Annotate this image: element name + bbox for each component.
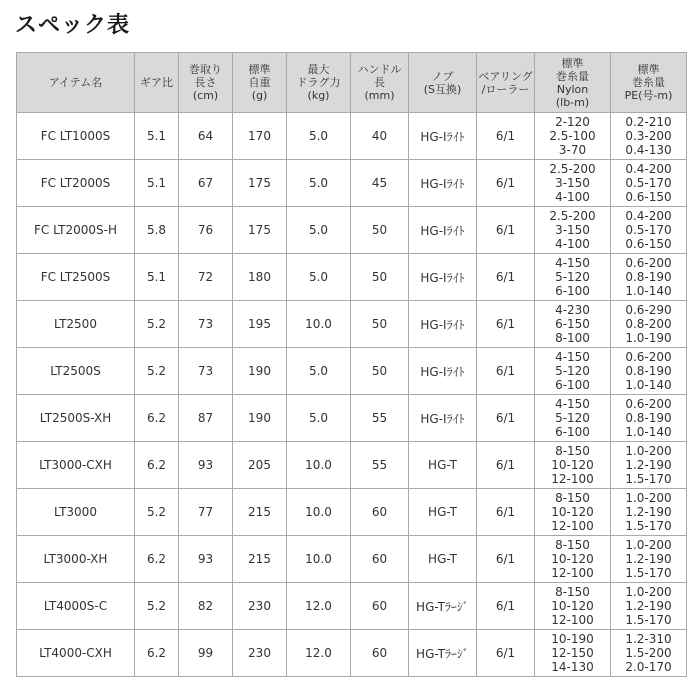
table-row [17, 348, 687, 395]
cell-nylon-line: 10-120 [551, 599, 594, 613]
cell-item: FC LT2000S-H [17, 207, 135, 254]
cell-retrieve: 64 [179, 113, 233, 160]
table-row [17, 395, 687, 442]
cell-nylon [535, 630, 611, 677]
cell-handle: 45 [351, 160, 409, 207]
cell-item: LT2500S-XH [17, 395, 135, 442]
table-row [17, 583, 687, 630]
cell-pe-line: 0.6-200 [625, 256, 672, 270]
header-text: 自重 [248, 76, 271, 89]
cell-retrieve: 67 [179, 160, 233, 207]
cell-item: LT2500S [17, 348, 135, 395]
cell-retrieve: 93 [179, 442, 233, 489]
cell-drag: 5.0 [287, 113, 351, 160]
header-text: ドラグ力 [296, 76, 341, 89]
cell-nylon-line: 14-130 [551, 660, 594, 674]
cell-nylon-line: 8-150 [555, 444, 590, 458]
cell-pe [611, 583, 687, 630]
cell-pe-line: 0.6-150 [625, 190, 672, 204]
cell-knob: HG-Iﾗｲﾄ [409, 395, 477, 442]
cell-nylon [535, 489, 611, 536]
cell-pe-line: 1.5-170 [625, 472, 672, 486]
cell-nylon-line: 12-150 [551, 646, 594, 660]
cell-nylon [535, 207, 611, 254]
cell-bearing: 6/1 [477, 395, 535, 442]
cell-nylon-line: 6-100 [555, 425, 590, 439]
cell-drag: 5.0 [287, 348, 351, 395]
cell-drag: 5.0 [287, 395, 351, 442]
cell-gear-ratio: 5.8 [135, 207, 179, 254]
cell-knob: HG-Iﾗｲﾄ [409, 207, 477, 254]
cell-nylon-line: 3-70 [558, 143, 587, 157]
cell-weight: 190 [233, 395, 287, 442]
cell-nylon-line: 3-150 [555, 223, 590, 237]
header-text: (lb-m) [555, 95, 590, 109]
cell-nylon-line: 8-100 [555, 331, 590, 345]
cell-gear-ratio: 6.2 [135, 536, 179, 583]
cell-drag: 5.0 [287, 160, 351, 207]
cell-weight: 230 [233, 583, 287, 630]
table-row [17, 160, 687, 207]
cell-pe-line: 0.4-200 [625, 162, 672, 176]
cell-pe-line: 1.0-140 [625, 378, 672, 392]
cell-nylon-line: 4-150 [555, 397, 590, 411]
cell-item: FC LT2500S [17, 254, 135, 301]
cell-handle: 60 [351, 536, 409, 583]
cell-bearing: 6/1 [477, 583, 535, 630]
cell-retrieve: 87 [179, 395, 233, 442]
cell-handle: 60 [351, 489, 409, 536]
cell-nylon-line: 4-150 [555, 350, 590, 364]
cell-retrieve: 72 [179, 254, 233, 301]
cell-pe [611, 536, 687, 583]
cell-nylon-line: 4-150 [555, 256, 590, 270]
cell-knob: HG-Tﾗｰｼﾞ [409, 583, 477, 630]
cell-item: LT3000-CXH [17, 442, 135, 489]
cell-weight: 230 [233, 630, 287, 677]
cell-nylon [535, 348, 611, 395]
cell-knob: HG-Iﾗｲﾄ [409, 113, 477, 160]
cell-pe-line: 0.4-130 [625, 143, 672, 157]
cell-handle: 50 [351, 301, 409, 348]
table-header [17, 53, 687, 113]
cell-pe [611, 442, 687, 489]
cell-nylon-line: 12-100 [551, 613, 594, 627]
cell-gear-ratio: 5.1 [135, 113, 179, 160]
cell-retrieve: 82 [179, 583, 233, 630]
cell-pe [611, 395, 687, 442]
cell-weight: 175 [233, 207, 287, 254]
table-row [17, 536, 687, 583]
header-handle [351, 53, 409, 113]
table-row [17, 489, 687, 536]
cell-nylon-line: 6-100 [555, 284, 590, 298]
cell-pe-line: 1.2-310 [625, 632, 672, 646]
header-bearing [477, 53, 535, 113]
header-text: PE(号-m) [624, 89, 673, 102]
cell-pe-line: 0.6-290 [625, 303, 672, 317]
cell-pe-line: 1.2-190 [625, 552, 672, 566]
cell-retrieve: 76 [179, 207, 233, 254]
header-retrieve [179, 53, 233, 113]
cell-retrieve: 73 [179, 348, 233, 395]
cell-retrieve: 99 [179, 630, 233, 677]
cell-nylon-line: 12-100 [551, 519, 594, 533]
cell-pe [611, 301, 687, 348]
cell-nylon-line: 12-100 [551, 566, 594, 580]
cell-pe-line: 0.5-170 [625, 223, 672, 237]
cell-pe-line: 0.2-210 [625, 115, 672, 129]
cell-nylon [535, 160, 611, 207]
cell-nylon-line: 8-150 [555, 538, 590, 552]
cell-weight: 175 [233, 160, 287, 207]
cell-pe-line: 0.5-170 [625, 176, 672, 190]
cell-knob: HG-T [409, 489, 477, 536]
cell-nylon-line: 10-190 [551, 632, 594, 646]
header-text: ギア比 [140, 76, 173, 89]
table-row [17, 113, 687, 160]
cell-weight: 170 [233, 113, 287, 160]
cell-nylon-line: 4-230 [555, 303, 590, 317]
cell-handle: 50 [351, 207, 409, 254]
cell-knob: HG-Tﾗｰｼﾞ [409, 630, 477, 677]
header-pe [611, 53, 687, 113]
cell-weight: 180 [233, 254, 287, 301]
cell-drag: 5.0 [287, 254, 351, 301]
spec-table [16, 52, 687, 677]
cell-drag: 10.0 [287, 301, 351, 348]
cell-knob: HG-Iﾗｲﾄ [409, 348, 477, 395]
header-item [17, 53, 135, 113]
cell-pe-line: 0.8-190 [625, 270, 672, 284]
cell-pe [611, 207, 687, 254]
header-text: (S互換) [423, 82, 462, 96]
cell-nylon [535, 113, 611, 160]
cell-gear-ratio: 5.2 [135, 489, 179, 536]
header-nylon [535, 53, 611, 113]
cell-pe [611, 489, 687, 536]
header-text: 最大 [307, 63, 330, 76]
cell-item: LT2500 [17, 301, 135, 348]
cell-drag: 12.0 [287, 630, 351, 677]
cell-nylon [535, 442, 611, 489]
cell-pe-line: 1.2-190 [625, 599, 672, 613]
header-text: 長さ [194, 76, 217, 89]
cell-pe-line: 1.5-200 [625, 646, 672, 660]
header-text: ノブ [431, 69, 454, 83]
table-row [17, 301, 687, 348]
cell-nylon-line: 4-100 [555, 190, 590, 204]
cell-retrieve: 73 [179, 301, 233, 348]
header-weight [233, 53, 287, 113]
cell-nylon [535, 395, 611, 442]
header-knob [409, 53, 477, 113]
cell-gear-ratio: 5.2 [135, 301, 179, 348]
cell-nylon-line: 2.5-100 [549, 129, 596, 143]
cell-pe [611, 348, 687, 395]
cell-pe-line: 0.6-150 [625, 237, 672, 251]
cell-pe-line: 1.2-190 [625, 458, 672, 472]
cell-bearing: 6/1 [477, 301, 535, 348]
cell-nylon-line: 12-100 [551, 472, 594, 486]
cell-gear-ratio: 5.1 [135, 160, 179, 207]
table-body [17, 113, 687, 677]
cell-bearing: 6/1 [477, 160, 535, 207]
cell-knob: HG-T [409, 442, 477, 489]
cell-drag: 5.0 [287, 207, 351, 254]
cell-nylon-line: 6-100 [555, 378, 590, 392]
cell-retrieve: 93 [179, 536, 233, 583]
cell-nylon-line: 8-150 [555, 585, 590, 599]
cell-bearing: 6/1 [477, 489, 535, 536]
cell-knob: HG-Iﾗｲﾄ [409, 254, 477, 301]
cell-item: LT3000-XH [17, 536, 135, 583]
cell-bearing: 6/1 [477, 207, 535, 254]
cell-bearing: 6/1 [477, 348, 535, 395]
cell-weight: 190 [233, 348, 287, 395]
header-text: アイテム名 [48, 76, 103, 89]
header-text: 巻糸量 [556, 69, 589, 83]
cell-pe [611, 630, 687, 677]
cell-pe-line: 0.3-200 [625, 129, 672, 143]
cell-pe [611, 160, 687, 207]
cell-nylon-line: 4-100 [555, 237, 590, 251]
cell-nylon [535, 301, 611, 348]
cell-drag: 10.0 [287, 536, 351, 583]
page-title: スペック表 [15, 13, 131, 38]
cell-pe-line: 1.5-170 [625, 613, 672, 627]
cell-gear-ratio: 5.1 [135, 254, 179, 301]
cell-pe-line: 0.8-190 [625, 364, 672, 378]
cell-pe-line: 2.0-170 [625, 660, 672, 674]
cell-drag: 12.0 [287, 583, 351, 630]
header-text: Nylon [556, 82, 589, 96]
cell-nylon-line: 2.5-200 [549, 162, 596, 176]
cell-pe-line: 1.0-190 [625, 331, 672, 345]
cell-item: LT4000-CXH [17, 630, 135, 677]
cell-retrieve: 77 [179, 489, 233, 536]
table-row [17, 207, 687, 254]
cell-nylon [535, 583, 611, 630]
cell-pe-line: 0.4-200 [625, 209, 672, 223]
cell-pe-line: 1.0-140 [625, 284, 672, 298]
cell-nylon-line: 5-120 [555, 364, 590, 378]
cell-bearing: 6/1 [477, 536, 535, 583]
cell-pe-line: 1.0-200 [625, 444, 672, 458]
cell-pe-line: 1.0-200 [625, 538, 672, 552]
table-row [17, 630, 687, 677]
cell-bearing: 6/1 [477, 254, 535, 301]
cell-handle: 60 [351, 630, 409, 677]
cell-nylon [535, 536, 611, 583]
cell-pe-line: 1.5-170 [625, 519, 672, 533]
cell-nylon-line: 2-120 [555, 115, 590, 129]
header-text: ベアリング [478, 69, 533, 83]
header-text: (mm) [364, 89, 395, 102]
header-drag [287, 53, 351, 113]
cell-item: FC LT1000S [17, 113, 135, 160]
cell-gear-ratio: 6.2 [135, 630, 179, 677]
header-text: (g) [251, 89, 268, 102]
cell-pe-line: 1.5-170 [625, 566, 672, 580]
cell-nylon [535, 254, 611, 301]
cell-pe-line: 1.2-190 [625, 505, 672, 519]
cell-nylon-line: 6-150 [555, 317, 590, 331]
cell-knob: HG-Iﾗｲﾄ [409, 160, 477, 207]
header-text: (kg) [307, 89, 330, 102]
cell-nylon-line: 5-120 [555, 411, 590, 425]
cell-drag: 10.0 [287, 442, 351, 489]
table-row [17, 442, 687, 489]
cell-bearing: 6/1 [477, 442, 535, 489]
cell-nylon-line: 5-120 [555, 270, 590, 284]
cell-nylon-line: 2.5-200 [549, 209, 596, 223]
header-text: 巻糸量 [632, 76, 665, 89]
cell-weight: 205 [233, 442, 287, 489]
cell-nylon-line: 10-120 [551, 552, 594, 566]
cell-handle: 55 [351, 442, 409, 489]
cell-gear-ratio: 5.2 [135, 348, 179, 395]
header-text: (cm) [192, 89, 219, 102]
cell-drag: 10.0 [287, 489, 351, 536]
cell-weight: 215 [233, 489, 287, 536]
cell-gear-ratio: 6.2 [135, 442, 179, 489]
header-gear-ratio [135, 53, 179, 113]
cell-weight: 215 [233, 536, 287, 583]
cell-pe [611, 113, 687, 160]
cell-weight: 195 [233, 301, 287, 348]
cell-knob: HG-Iﾗｲﾄ [409, 301, 477, 348]
header-text: ハンドル [357, 63, 402, 76]
cell-item: LT3000 [17, 489, 135, 536]
table-row [17, 254, 687, 301]
cell-knob: HG-T [409, 536, 477, 583]
cell-nylon-line: 8-150 [555, 491, 590, 505]
cell-gear-ratio: 5.2 [135, 583, 179, 630]
cell-pe-line: 1.0-200 [625, 585, 672, 599]
header-text: 標準 [561, 56, 584, 70]
cell-pe-line: 0.6-200 [625, 397, 672, 411]
cell-nylon-line: 3-150 [555, 176, 590, 190]
cell-item: FC LT2000S [17, 160, 135, 207]
cell-item: LT4000S-C [17, 583, 135, 630]
cell-pe-line: 0.8-200 [625, 317, 672, 331]
cell-bearing: 6/1 [477, 113, 535, 160]
cell-nylon-line: 10-120 [551, 505, 594, 519]
cell-nylon-line: 10-120 [551, 458, 594, 472]
cell-pe [611, 254, 687, 301]
cell-handle: 60 [351, 583, 409, 630]
header-text: /ローラー [481, 82, 530, 96]
cell-handle: 40 [351, 113, 409, 160]
header-text: 長 [374, 76, 385, 89]
cell-pe-line: 0.8-190 [625, 411, 672, 425]
cell-pe-line: 1.0-200 [625, 491, 672, 505]
cell-handle: 55 [351, 395, 409, 442]
cell-handle: 50 [351, 348, 409, 395]
header-text: 標準 [248, 63, 271, 76]
cell-pe-line: 0.6-200 [625, 350, 672, 364]
cell-gear-ratio: 6.2 [135, 395, 179, 442]
cell-pe-line: 1.0-140 [625, 425, 672, 439]
header-text: 巻取り [189, 63, 222, 76]
header-row [17, 53, 687, 113]
cell-bearing: 6/1 [477, 630, 535, 677]
header-text: 標準 [637, 63, 660, 76]
cell-handle: 50 [351, 254, 409, 301]
